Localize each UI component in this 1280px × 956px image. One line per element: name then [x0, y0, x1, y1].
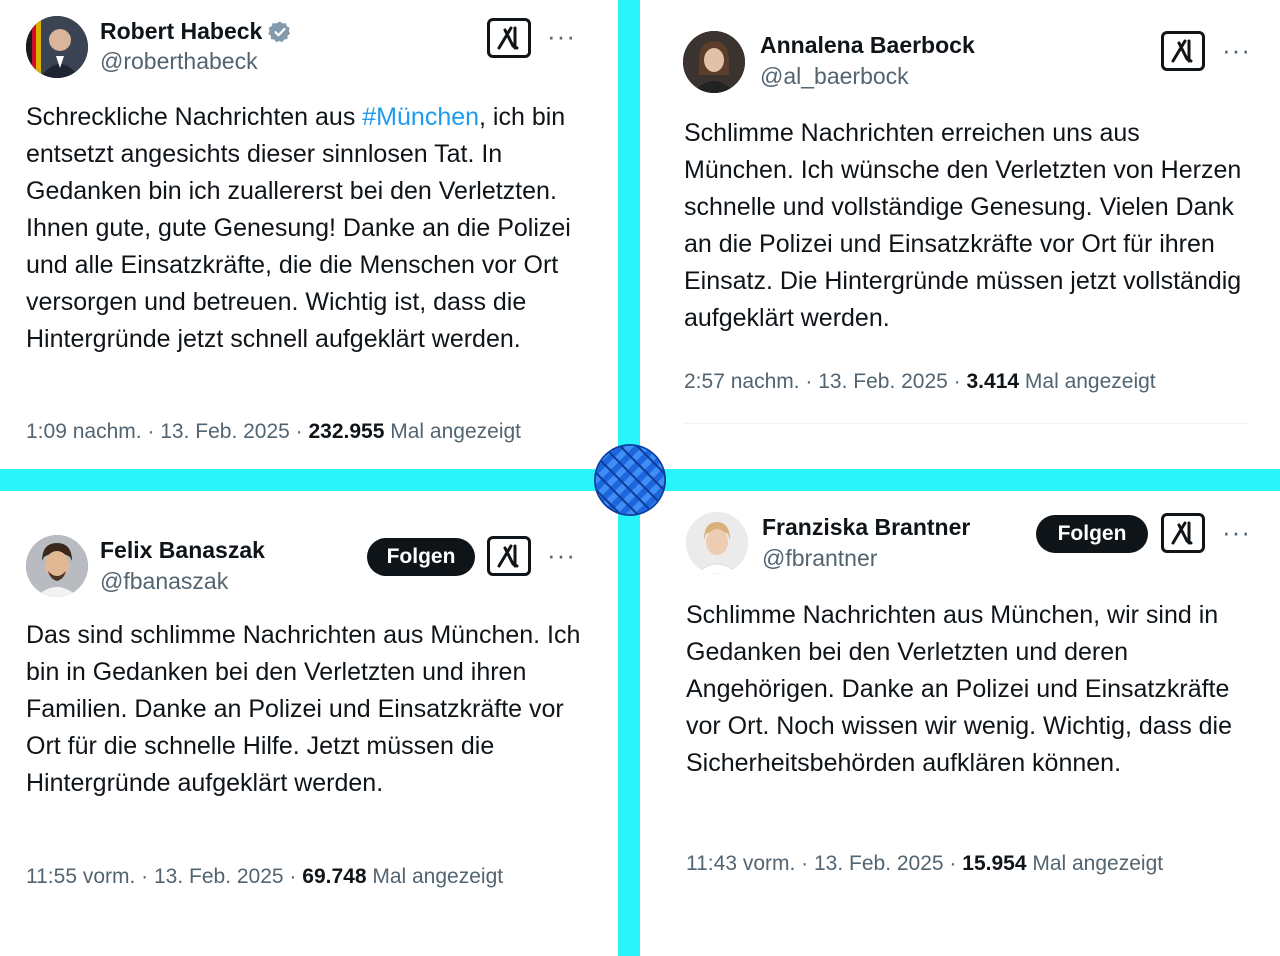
views-label: Mal angezeigt — [384, 420, 522, 443]
hashtag-link[interactable]: #München — [362, 103, 480, 131]
tweet-meta — [26, 420, 521, 444]
verified-badge-icon — [268, 20, 292, 44]
tweet-text-part: , ich bin entsetzt angesichts dieser sinnlosen Tat. In Gedanken bin ich zuallererst bei den Verletzten. Ihnen gute, gute Genesung! Danke an die Polizei und alle Einsatzkräfte, die die Menschen vor Ort versorgen und betreuen. Wichtig ist, dass die Hintergründe jetzt schnell aufgeklärt werden. — [26, 103, 571, 353]
more-options-icon[interactable]: ··· — [547, 540, 576, 570]
timestamp[interactable]: 1:09 nachm. · 13. Feb. 2025 · — [26, 420, 309, 443]
author-handle[interactable]: @al_baerbock — [760, 63, 909, 89]
more-options-icon[interactable]: ··· — [547, 21, 576, 51]
grok-x-icon[interactable] — [487, 536, 531, 576]
follow-button[interactable]: Folgen — [367, 538, 475, 576]
timestamp[interactable]: 2:57 nachm. · 13. Feb. 2025 · — [684, 370, 967, 393]
views-label: Mal angezeigt — [1026, 852, 1164, 875]
author-name[interactable]: Annalena Baerbock — [760, 32, 975, 58]
view-count: 69.748 — [302, 865, 367, 888]
view-count: 232.955 — [308, 420, 385, 443]
follow-button[interactable]: Folgen — [1036, 515, 1148, 553]
tweet-text: Schlimme Nachrichten aus München, wir sind in Gedanken bei den Verletzten und deren Angehörigen. Danke an Polizei und Einsatzkräfte vor Ort. Noch wissen wir wenig. Wichtig, dass die Sicherheitsbehörden aufklären können. — [686, 601, 1233, 777]
tweet-meta — [684, 370, 1156, 394]
grok-x-icon[interactable] — [1161, 31, 1205, 71]
center-logo-icon — [594, 444, 666, 516]
author-handle[interactable]: @roberthabeck — [100, 48, 258, 74]
avatar[interactable] — [683, 31, 745, 93]
grok-x-icon[interactable] — [487, 18, 531, 58]
avatar[interactable] — [686, 512, 748, 574]
author-name[interactable]: Felix Banaszak — [100, 537, 265, 563]
timestamp[interactable]: 11:55 vorm. · 13. Feb. 2025 · — [26, 865, 303, 888]
views-label: Mal angezeigt — [1019, 370, 1156, 393]
tweet-text — [26, 99, 586, 358]
tweet-text-part: Schreckliche Nachrichten aus — [26, 103, 363, 131]
author-handle[interactable]: @fbrantner — [762, 545, 878, 571]
timestamp[interactable]: 11:43 vorm. · 13. Feb. 2025 · — [686, 852, 963, 875]
tweet-divider — [684, 423, 1248, 424]
author-handle[interactable]: @fbanaszak — [100, 568, 229, 594]
view-count: 3.414 — [966, 370, 1020, 393]
grok-x-icon[interactable] — [1161, 513, 1205, 553]
author-name[interactable]: Robert Habeck — [100, 18, 263, 44]
avatar[interactable] — [26, 535, 88, 597]
more-options-icon[interactable]: ··· — [1222, 35, 1251, 65]
tweet-meta — [26, 865, 503, 889]
tweet-text: Schlimme Nachrichten erreichen uns aus München. Ich wünsche den Verletzten von Herzen schnelle und vollständige Genesung. Vielen Dank an die Polizei und Einsatzkräfte vor Ort für ihren Einsatz. Die Hintergründe müssen jetzt vollständig aufgeklärt werden. — [684, 119, 1242, 332]
avatar[interactable] — [26, 16, 88, 78]
more-options-icon[interactable]: ··· — [1222, 517, 1251, 547]
tweet-text: Das sind schlimme Nachrichten aus München. Ich bin in Gedanken bei den Verletzten und ihren Familien. Danke an Polizei und Einsatzkräfte vor Ort für die schnelle Hilfe. Jetzt müssen die Hintergründe aufgeklärt werden. — [26, 621, 581, 797]
views-label: Mal angezeigt — [366, 865, 504, 888]
view-count: 15.954 — [962, 852, 1027, 875]
author-name[interactable]: Franziska Brantner — [762, 514, 971, 540]
tweet-meta — [686, 852, 1163, 876]
